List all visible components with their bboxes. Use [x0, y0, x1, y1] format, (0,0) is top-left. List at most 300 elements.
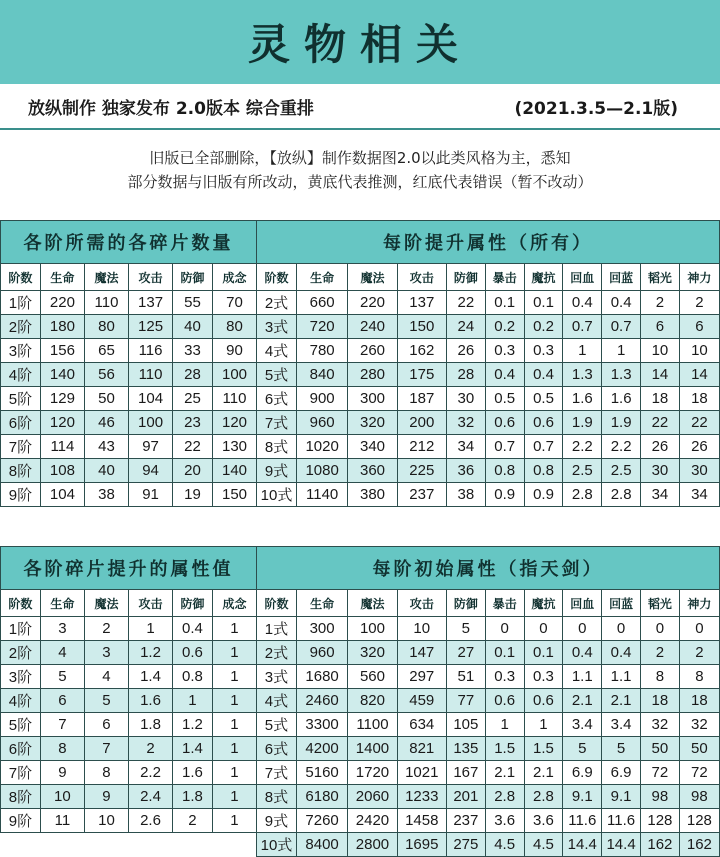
table-cell: 0.3: [485, 339, 524, 363]
table-cell: 4阶: [1, 363, 41, 387]
table-cell: 2.5: [563, 459, 602, 483]
table-cell: 225: [397, 459, 446, 483]
table-cell: 300: [296, 617, 347, 641]
table-cell: 33: [173, 339, 213, 363]
table-cell: 0.6: [485, 411, 524, 435]
table-cell: 0.5: [485, 387, 524, 411]
table-cell: 2.1: [563, 689, 602, 713]
table-cell: 220: [40, 291, 84, 315]
table-cell: 8: [640, 665, 679, 689]
table-cell: 97: [129, 435, 173, 459]
table-cell: 1: [212, 617, 256, 641]
table-cell: 2.5: [602, 459, 641, 483]
column-header: 神力: [679, 264, 719, 291]
table-cell: 120: [212, 411, 256, 435]
table-cell: 0.2: [524, 315, 563, 339]
table-cell: 14.4: [602, 833, 641, 857]
table-cell: 135: [446, 737, 485, 761]
table-cell: 1100: [348, 713, 397, 737]
table-cell: 5: [40, 665, 84, 689]
table-cell: 1.1: [602, 665, 641, 689]
table-cell: 6式: [257, 737, 297, 761]
table-cell: 8式: [257, 785, 297, 809]
table-cell: 128: [679, 809, 719, 833]
table-cell: 275: [446, 833, 485, 857]
table-cell: 11.6: [602, 809, 641, 833]
table-cell: 1: [212, 809, 256, 833]
table-cell: 3300: [296, 713, 347, 737]
table-cell: 0.4: [602, 641, 641, 665]
table-cell: 98: [679, 785, 719, 809]
table-cell: 840: [296, 363, 347, 387]
table-cell: 130: [212, 435, 256, 459]
table-cell: 2420: [348, 809, 397, 833]
table-cell: 100: [212, 363, 256, 387]
table-row: [1, 785, 720, 809]
initial-stats-table: [0, 546, 720, 857]
column-header: 韬光: [640, 590, 679, 617]
table-cell: 1: [212, 713, 256, 737]
column-header: 神力: [679, 590, 719, 617]
column-header: 韬光: [641, 264, 680, 291]
table-cell: 0.9: [524, 483, 563, 507]
table-cell: 0: [485, 617, 524, 641]
table-cell: 0: [640, 617, 679, 641]
table-cell: 6: [679, 315, 719, 339]
table-cell: 2.8: [524, 785, 563, 809]
section-title-left: 各阶所需的各碎片数量: [1, 221, 257, 264]
table-cell: 2.8: [602, 483, 641, 507]
table-cell: 72: [640, 761, 679, 785]
column-header: 攻击: [397, 590, 446, 617]
column-header: 成念: [212, 264, 256, 291]
table-cell: 150: [397, 315, 446, 339]
table-cell: 2: [640, 641, 679, 665]
table-cell: 30: [641, 459, 680, 483]
table-cell: 4.5: [524, 833, 563, 857]
table-cell: 0.8: [173, 665, 213, 689]
column-header: 暴击: [485, 264, 524, 291]
table-cell: 6.9: [602, 761, 641, 785]
table-cell: 2阶: [1, 315, 41, 339]
table-cell: 18: [640, 689, 679, 713]
table-row: [1, 617, 720, 641]
table-cell: 140: [212, 459, 256, 483]
table-cell: 34: [641, 483, 680, 507]
table-cell: 30: [446, 387, 485, 411]
table-cell: 3阶: [1, 665, 41, 689]
table-cell: 34: [446, 435, 485, 459]
table-cell: 150: [212, 483, 256, 507]
table-cell: 1: [212, 761, 256, 785]
table-row: [1, 435, 720, 459]
table-cell: 34: [679, 483, 719, 507]
table-cell: 4式: [257, 689, 297, 713]
table-cell: 156: [40, 339, 84, 363]
table-cell: 3.6: [485, 809, 524, 833]
table-cell: 32: [679, 713, 719, 737]
table-cell: 2.4: [128, 785, 172, 809]
table-cell: 2: [679, 641, 719, 665]
table-cell: 4: [84, 665, 128, 689]
table-row: [1, 459, 720, 483]
table-cell: 0.6: [524, 689, 563, 713]
table-cell: 320: [348, 641, 397, 665]
table-cell: 3.4: [602, 713, 641, 737]
table-cell: 1.2: [128, 641, 172, 665]
table-cell: 4式: [257, 339, 297, 363]
table-cell: 110: [129, 363, 173, 387]
table-cell: 1阶: [1, 617, 41, 641]
table-cell: 1.4: [128, 665, 172, 689]
table-cell: 2: [128, 737, 172, 761]
table-cell: 1.6: [563, 387, 602, 411]
table-cell: 2: [641, 291, 680, 315]
table-cell: 2800: [348, 833, 397, 857]
table-cell: 2.1: [485, 761, 524, 785]
table-cell: 0.1: [485, 291, 524, 315]
table-cell: 201: [446, 785, 485, 809]
table-cell: 162: [397, 339, 446, 363]
table-cell: 4200: [296, 737, 347, 761]
table-cell: 2式: [257, 641, 297, 665]
table-cell: 77: [446, 689, 485, 713]
table-cell: 237: [446, 809, 485, 833]
table-cell: 46: [84, 411, 128, 435]
table-cell: 8: [679, 665, 719, 689]
table-cell: 0.7: [563, 315, 602, 339]
table-cell: 8400: [296, 833, 347, 857]
table-cell: 960: [296, 411, 347, 435]
table-cell: 660: [296, 291, 347, 315]
table-cell: 9.1: [602, 785, 641, 809]
column-header: 生命: [40, 590, 84, 617]
table-cell: 10: [40, 785, 84, 809]
table-cell: 280: [348, 363, 397, 387]
column-header: 生命: [296, 264, 347, 291]
column-header: 魔法: [348, 264, 397, 291]
table-cell: 0.4: [602, 291, 641, 315]
table-cell: 1.6: [173, 761, 213, 785]
table-cell: 2.1: [602, 689, 641, 713]
table-cell: 260: [348, 339, 397, 363]
table-cell: 3式: [257, 315, 297, 339]
table-cell: 30: [679, 459, 719, 483]
table-cell: 1.9: [602, 411, 641, 435]
table-cell: 1式: [257, 617, 297, 641]
table-cell: 32: [446, 411, 485, 435]
table-cell: 129: [40, 387, 84, 411]
table-cell: 11: [40, 809, 84, 833]
table-cell: 137: [129, 291, 173, 315]
title-banner: [0, 0, 720, 84]
table-cell: 1: [212, 689, 256, 713]
table-row: [1, 291, 720, 315]
table-cell: 5式: [257, 713, 297, 737]
notice-line-1: 旧版已全部删除，【放纵】制作数据图2.0以此类风格为主，悉知: [149, 149, 571, 167]
table-cell: 50: [640, 737, 679, 761]
table-cell: 0.8: [524, 459, 563, 483]
table-cell: 128: [640, 809, 679, 833]
table-cell: 25: [173, 387, 213, 411]
subtitle-bar: [0, 84, 720, 130]
table-cell: 1: [602, 339, 641, 363]
table-cell: 167: [446, 761, 485, 785]
table-cell: 2: [679, 291, 719, 315]
table-cell: 780: [296, 339, 347, 363]
table-cell: 1阶: [1, 291, 41, 315]
table-cell: 56: [84, 363, 128, 387]
table-cell: 0.1: [524, 641, 563, 665]
notice: [0, 146, 720, 204]
table-cell: 51: [446, 665, 485, 689]
table-cell: 1.1: [563, 665, 602, 689]
table-cell: 8阶: [1, 459, 41, 483]
table-row: [1, 713, 720, 737]
table-cell: 26: [641, 435, 680, 459]
table-cell: 1021: [397, 761, 446, 785]
table-cell: 1.5: [485, 737, 524, 761]
table-cell: 80: [212, 315, 256, 339]
table-cell: 1233: [397, 785, 446, 809]
table-cell: 0.3: [485, 665, 524, 689]
section-title-right: 每阶提升属性（所有）: [257, 221, 720, 264]
table-cell: 5阶: [1, 713, 41, 737]
table-cell: 22: [679, 411, 719, 435]
table-cell: 1: [212, 641, 256, 665]
table-cell: 38: [446, 483, 485, 507]
table-cell: 18: [679, 387, 719, 411]
table-cell: 1.8: [128, 713, 172, 737]
table-cell: 0: [563, 617, 602, 641]
table-cell: 32: [640, 713, 679, 737]
table-cell: 0.4: [563, 641, 602, 665]
table-cell: 162: [640, 833, 679, 857]
table-cell: 114: [40, 435, 84, 459]
table-cell: 360: [348, 459, 397, 483]
table-cell: 9: [40, 761, 84, 785]
column-header: 生命: [40, 264, 84, 291]
table-cell: 0: [679, 617, 719, 641]
table-cell: 1.6: [128, 689, 172, 713]
table-cell: 1720: [348, 761, 397, 785]
table-row: [1, 641, 720, 665]
table-cell: 2阶: [1, 641, 41, 665]
table-cell: 1680: [296, 665, 347, 689]
table-cell: 100: [348, 617, 397, 641]
table-cell: 5: [84, 689, 128, 713]
table-cell: 4.5: [485, 833, 524, 857]
table-cell: 7阶: [1, 435, 41, 459]
table-cell: 18: [641, 387, 680, 411]
table-cell: 1.9: [563, 411, 602, 435]
version-date: (2021.3.5—2.1版): [514, 98, 678, 119]
table-cell: 110: [84, 291, 128, 315]
table-cell: 2060: [348, 785, 397, 809]
table-cell: 22: [173, 435, 213, 459]
table-cell: 459: [397, 689, 446, 713]
table-cell: 1: [212, 737, 256, 761]
table-row: [1, 761, 720, 785]
column-header: 阶数: [1, 264, 41, 291]
table-row: [1, 737, 720, 761]
table-cell: 7260: [296, 809, 347, 833]
notice-line-2: 部分数据与旧版有所改动，黄底代表推测，红底代表错误（暂不改动）: [127, 173, 593, 191]
table-cell: 2.6: [128, 809, 172, 833]
table-cell: 90: [212, 339, 256, 363]
table-cell: 6180: [296, 785, 347, 809]
table-cell: 23: [173, 411, 213, 435]
table-cell: 6: [641, 315, 680, 339]
table-cell: 14.4: [563, 833, 602, 857]
column-header: 暴击: [485, 590, 524, 617]
table-cell: 4: [40, 641, 84, 665]
table-cell: 9: [84, 785, 128, 809]
table-cell: 28: [173, 363, 213, 387]
table-cell: 0.5: [524, 387, 563, 411]
table-cell: 2: [173, 809, 213, 833]
table-cell: 110: [212, 387, 256, 411]
table-row: [1, 665, 720, 689]
table-cell: 0: [524, 617, 563, 641]
table-row: [1, 387, 720, 411]
table-cell: 3: [40, 617, 84, 641]
table-cell: 180: [40, 315, 84, 339]
table-cell: 5: [563, 737, 602, 761]
table-cell: 1140: [296, 483, 347, 507]
table-cell: 5式: [257, 363, 297, 387]
column-header: 魔抗: [524, 590, 563, 617]
table-cell: 1.8: [173, 785, 213, 809]
table-cell: 2.8: [563, 483, 602, 507]
table-cell: 821: [397, 737, 446, 761]
table-cell: 120: [40, 411, 84, 435]
table-cell: 720: [296, 315, 347, 339]
table-cell: 5: [602, 737, 641, 761]
table-cell: 175: [397, 363, 446, 387]
table-cell: 240: [348, 315, 397, 339]
table-cell: 14: [679, 363, 719, 387]
table-cell: 94: [129, 459, 173, 483]
table-cell: 297: [397, 665, 446, 689]
column-header: 魔法: [84, 264, 128, 291]
table-cell: 20: [173, 459, 213, 483]
table-cell: 6: [84, 713, 128, 737]
table-cell: 40: [84, 459, 128, 483]
table-cell: 70: [212, 291, 256, 315]
table-cell: 147: [397, 641, 446, 665]
table-cell: 104: [129, 387, 173, 411]
table-cell: 3式: [257, 665, 297, 689]
table-cell: 1.4: [173, 737, 213, 761]
table-cell: 7: [40, 713, 84, 737]
table-cell: 212: [397, 435, 446, 459]
table-row: [1, 809, 720, 833]
table-cell: 8式: [257, 435, 297, 459]
table-cell: 26: [446, 339, 485, 363]
table-cell: 0.4: [563, 291, 602, 315]
table-cell: 0.6: [173, 641, 213, 665]
column-header: 成念: [212, 590, 256, 617]
column-header: 回蓝: [602, 264, 641, 291]
table-cell: 2.2: [602, 435, 641, 459]
table-cell: 8: [84, 761, 128, 785]
table-cell: 10: [84, 809, 128, 833]
table-cell: 820: [348, 689, 397, 713]
table-cell: 1: [485, 713, 524, 737]
table-cell: 2460: [296, 689, 347, 713]
table-cell: 0.3: [524, 665, 563, 689]
table-cell: 2式: [257, 291, 297, 315]
table-cell: 55: [173, 291, 213, 315]
column-header: 攻击: [128, 590, 172, 617]
table-cell: 8: [40, 737, 84, 761]
table-cell: 1: [212, 665, 256, 689]
table-cell: 50: [84, 387, 128, 411]
table-cell: 2.1: [524, 761, 563, 785]
table-cell: 10式: [257, 833, 297, 857]
table-cell: 10: [679, 339, 719, 363]
table-cell: 7式: [257, 411, 297, 435]
table-cell: 9阶: [1, 483, 41, 507]
table-cell: 116: [129, 339, 173, 363]
column-header: 生命: [296, 590, 347, 617]
table-cell: 9.1: [563, 785, 602, 809]
table-row: [1, 339, 720, 363]
table-cell: 0.3: [524, 339, 563, 363]
table-cell: 10: [397, 617, 446, 641]
section-title-left: 各阶碎片提升的属性值: [1, 547, 257, 590]
table-cell: 14: [641, 363, 680, 387]
table-row: [1, 315, 720, 339]
table-cell: 9阶: [1, 809, 41, 833]
table-cell: 137: [397, 291, 446, 315]
table-cell: 140: [40, 363, 84, 387]
table-cell: 340: [348, 435, 397, 459]
table-cell: 1.3: [602, 363, 641, 387]
table-cell: 1080: [296, 459, 347, 483]
table-cell: 5160: [296, 761, 347, 785]
page-title: 灵物相关: [247, 20, 472, 69]
table-cell: 1400: [348, 737, 397, 761]
table-cell: 187: [397, 387, 446, 411]
table-cell: 2.2: [563, 435, 602, 459]
table-cell: 1: [173, 689, 213, 713]
table-cell: 320: [348, 411, 397, 435]
table-cell: 6阶: [1, 411, 41, 435]
column-header: 防御: [173, 590, 213, 617]
column-header: 防御: [173, 264, 213, 291]
table-cell: 91: [129, 483, 173, 507]
table-cell: 900: [296, 387, 347, 411]
table-cell: 9式: [257, 459, 297, 483]
table-row: [1, 411, 720, 435]
table-cell: 108: [40, 459, 84, 483]
column-header: 回蓝: [602, 590, 641, 617]
table-cell: 5阶: [1, 387, 41, 411]
subtitle-text: 放纵制作 独家发布 2.0版本 综合重排: [28, 98, 314, 119]
table-cell: 1695: [397, 833, 446, 857]
table-cell: 0.4: [173, 617, 213, 641]
table-cell: 0.8: [485, 459, 524, 483]
table-cell: 1020: [296, 435, 347, 459]
table-cell: 380: [348, 483, 397, 507]
table-cell: 72: [679, 761, 719, 785]
table-cell: 104: [40, 483, 84, 507]
column-header: 防御: [446, 590, 485, 617]
table-cell: 3.4: [563, 713, 602, 737]
table-cell: 6阶: [1, 737, 41, 761]
